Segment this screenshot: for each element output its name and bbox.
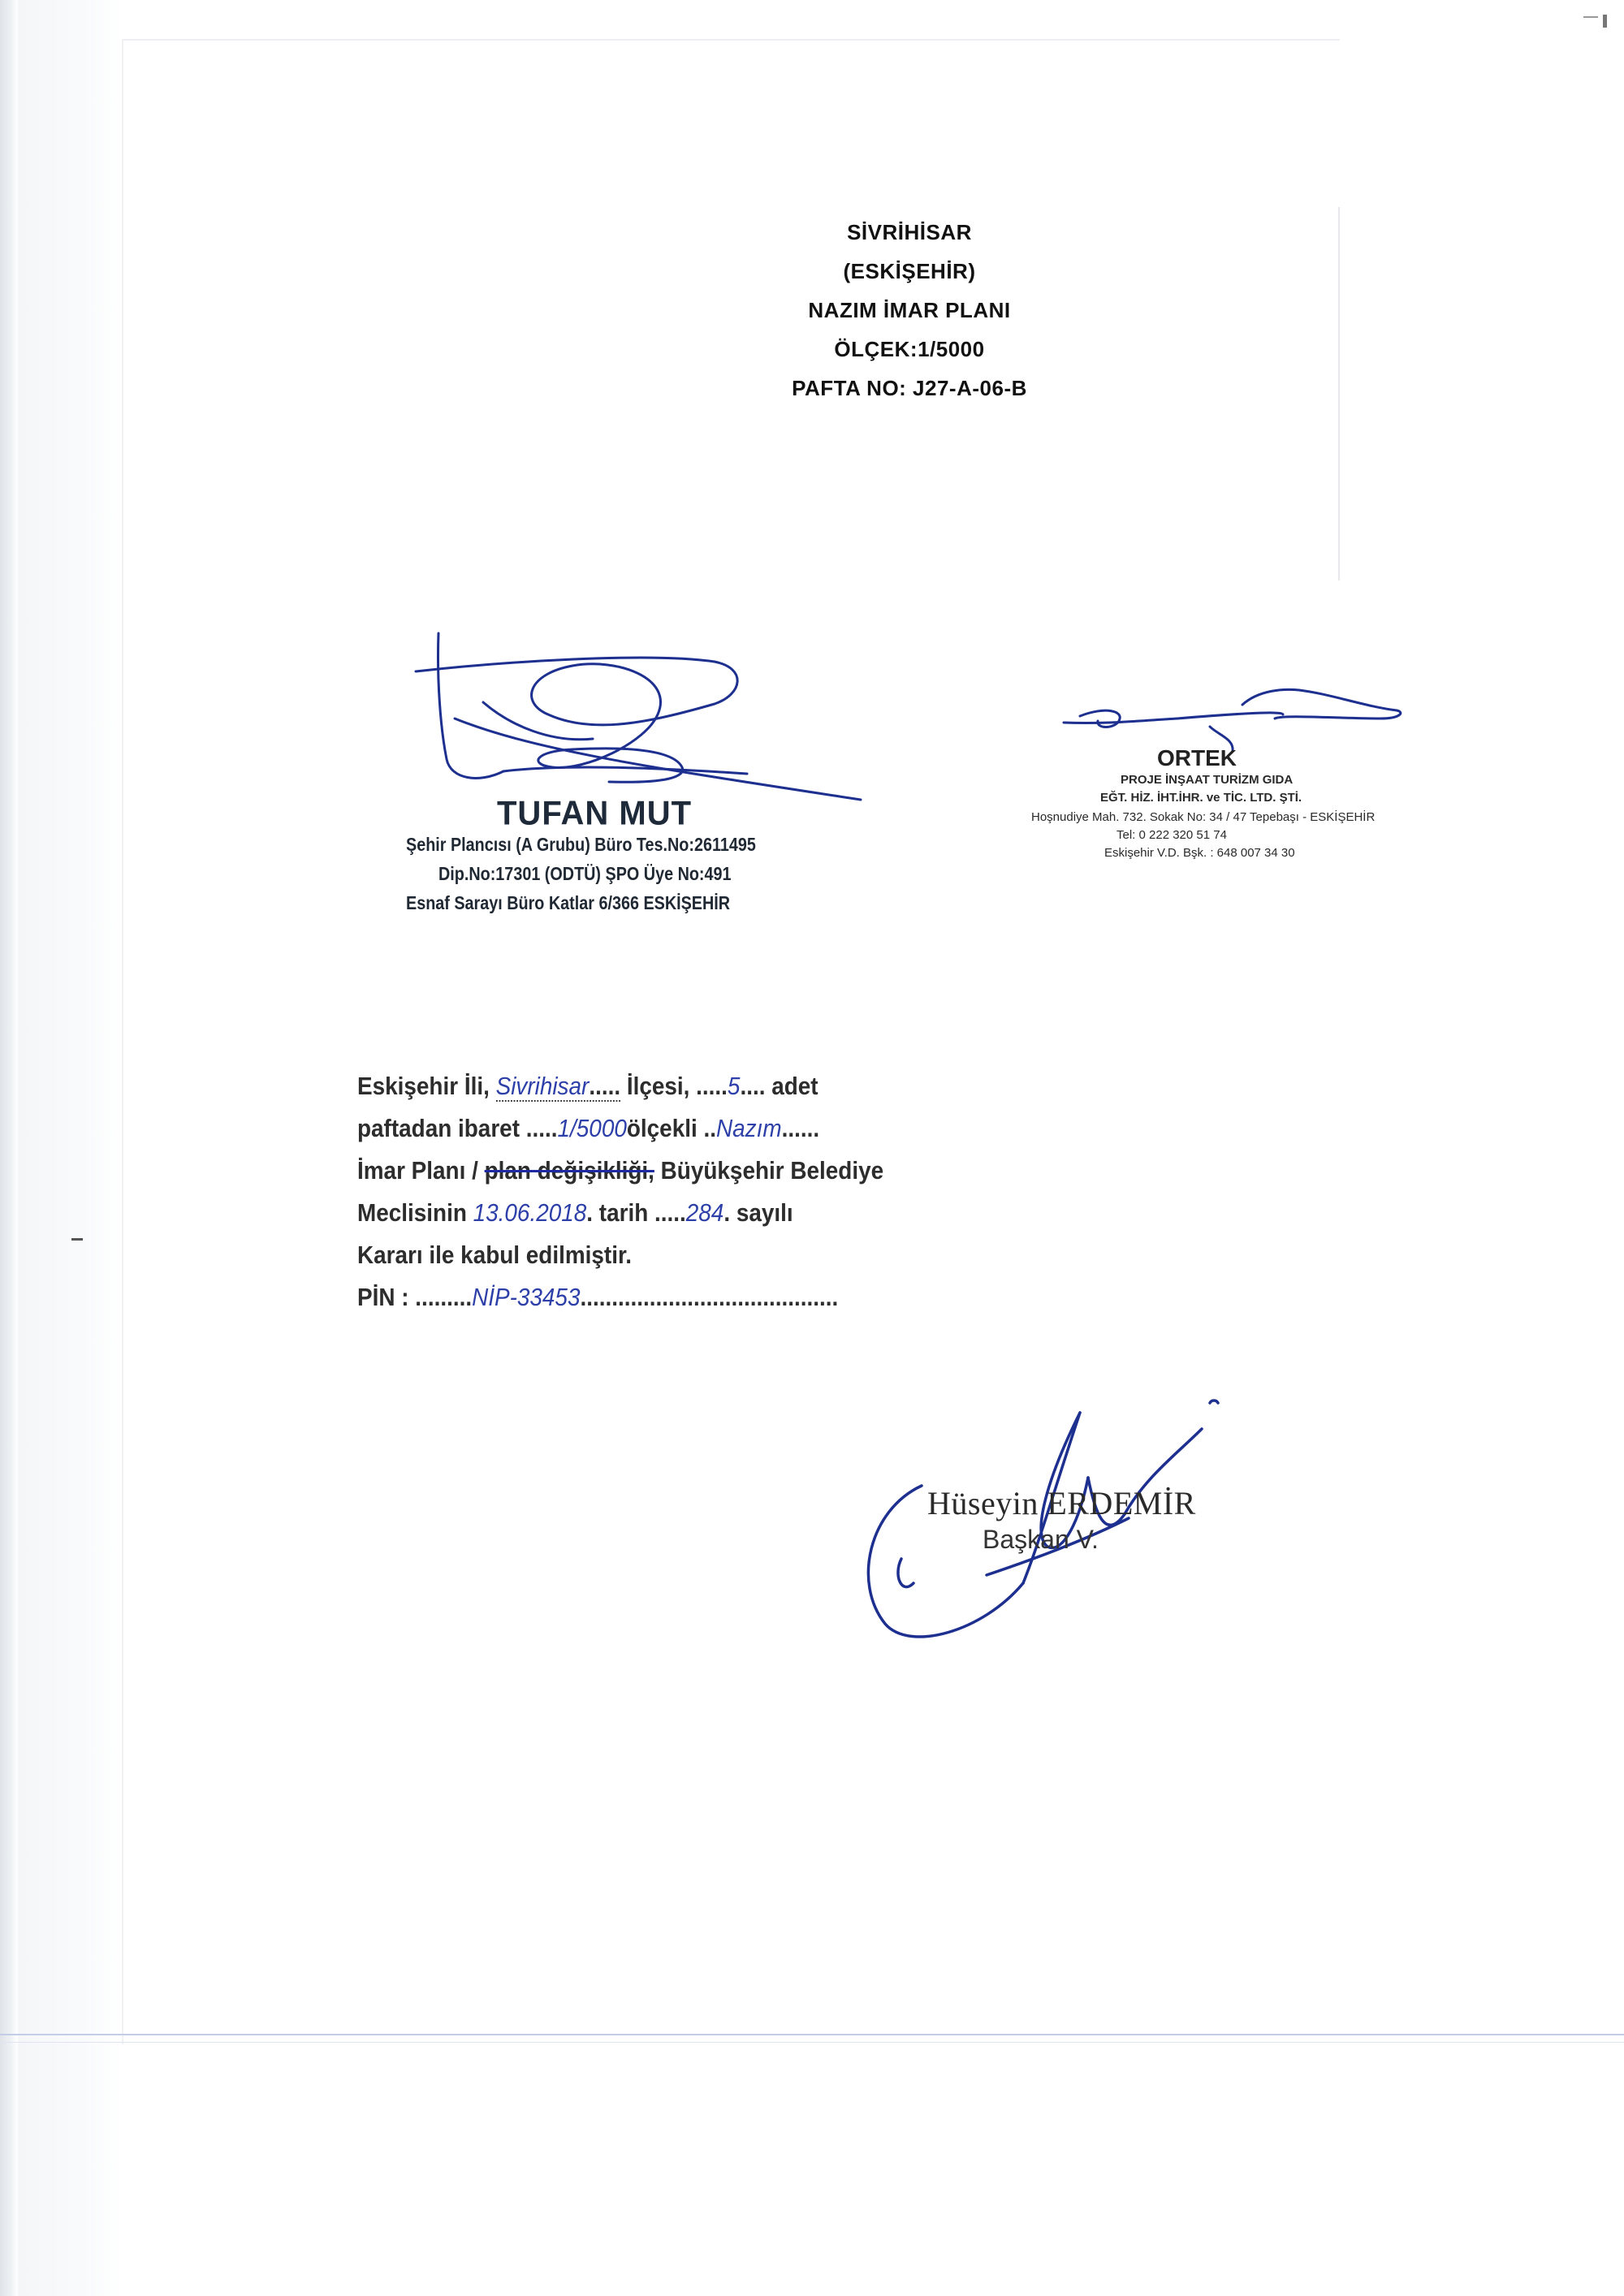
mayor-name: Hüseyin ERDEMİR <box>927 1485 1196 1521</box>
planner-stamp-line2: Dip.No:17301 (ODTÜ) ŞPO Üye No:491 <box>438 863 732 884</box>
handwritten-date: 13.06.2018 <box>473 1198 587 1227</box>
handwritten-plan-type: Nazım <box>715 1114 782 1142</box>
statement-line-5: Kararı ile kabul edilmiştir. <box>357 1241 633 1269</box>
company-name: ORTEK <box>1157 745 1237 770</box>
scan-mark <box>1583 15 1611 19</box>
district-title: SİVRİHİSAR <box>847 220 972 244</box>
mayor-signature-block <box>836 1380 1307 1672</box>
company-stamp-line2: EĞT. HİZ. İHT.İHR. ve TİC. LTD. ŞTİ. <box>1100 791 1302 805</box>
statement-text: İlçesi, <box>620 1072 697 1100</box>
handwritten-scale: 1/5000 <box>557 1114 627 1142</box>
statement-text: Büyükşehir Belediye <box>654 1156 884 1185</box>
scan-line <box>0 2034 1624 2035</box>
plan-title-block <box>666 213 1153 408</box>
statement-text: PİN : <box>357 1283 416 1311</box>
page-fold-top <box>122 39 1340 41</box>
province-title: (ESKİŞEHİR) <box>843 259 976 283</box>
statement-text: ölçekli <box>626 1114 704 1142</box>
statement-text: İmar Planı / <box>357 1156 485 1185</box>
mayor-role: Başkan V. <box>983 1525 1099 1554</box>
company-stamp-line3: Hoşnudiye Mah. 732. Sokak No: 34 / 47 Tepebaşı - ESKİŞEHİR <box>1031 810 1376 824</box>
statement-text: Meclisinin <box>357 1198 473 1227</box>
planner-stamp <box>406 629 893 938</box>
handwritten-sheet-count: 5 <box>727 1072 741 1100</box>
struck-text: plan değişikliği, <box>484 1156 654 1185</box>
company-stamp-line1: PROJE İNŞAAT TURİZM GIDA <box>1121 773 1294 787</box>
handwritten-decision-number: 284 <box>685 1198 724 1227</box>
planner-stamp-line1: Şehir Plancısı (A Grubu) Büro Tes.No:2611495 <box>406 834 756 855</box>
company-stamp-line5: Eskişehir V.D. Bşk. : 648 007 34 30 <box>1104 846 1295 860</box>
statement-line-3 <box>357 1156 883 1185</box>
planner-stamp-line3: Esnaf Sarayı Büro Katlar 6/366 ESKİŞEHİR <box>406 892 731 913</box>
page-fold-left <box>122 39 123 2044</box>
scan-edge-strip <box>18 0 123 2296</box>
scan-dot <box>71 1238 83 1241</box>
planner-name: TUFAN MUT <box>497 794 693 833</box>
statement-text: . sayılı <box>723 1198 793 1227</box>
scan-edge-left <box>0 0 18 2296</box>
handwritten-pin: NİP-33453 <box>472 1283 581 1311</box>
page-fold-right <box>1338 207 1340 580</box>
statement-line-1: Eskişehir İli, Sivrihisar..... İlçesi, .....5.... adet <box>357 1072 818 1100</box>
company-stamp-line4: Tel: 0 222 320 51 74 <box>1116 828 1227 842</box>
scale-title: ÖLÇEK:1/5000 <box>834 337 985 361</box>
statement-line-2: paftadan ibaret .....1/5000ölçekli ..Nazım...... <box>357 1114 820 1142</box>
statement-text: Eskişehir İli, <box>357 1072 496 1100</box>
sheet-number-title: PAFTA NO: J27-A-06-B <box>792 376 1027 400</box>
statement-line-6: PİN : .........NİP-33453......................................... <box>357 1283 839 1311</box>
statement-line-4: Meclisinin 13.06.2018. tarih .....284. sayılı <box>357 1198 793 1227</box>
statement-text: adet <box>765 1072 818 1100</box>
statement-text: paftadan ibaret <box>357 1114 526 1142</box>
scan-line-secondary <box>0 2042 1624 2043</box>
plan-type-title: NAZIM İMAR PLANI <box>808 298 1011 322</box>
company-stamp <box>1015 674 1437 885</box>
handwritten-district: Sivrihisar <box>495 1072 590 1100</box>
statement-text: . tarih <box>586 1198 654 1227</box>
